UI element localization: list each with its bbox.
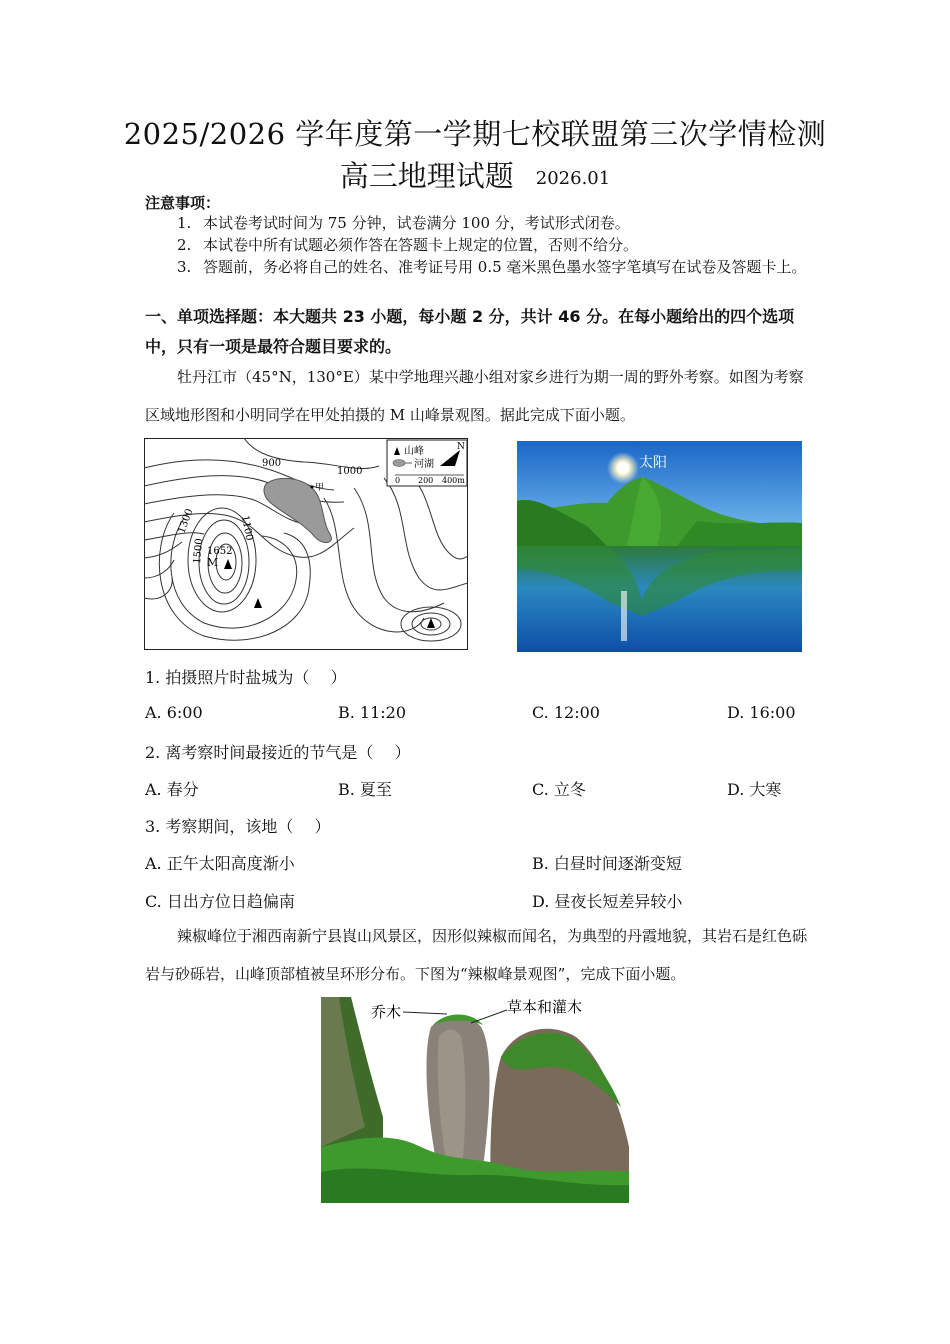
topographic-map bbox=[144, 438, 468, 650]
notice-heading: 注意事项： bbox=[145, 194, 221, 212]
grass-label: 草本和灌木 bbox=[507, 998, 583, 1016]
chili-peak-photo bbox=[321, 997, 629, 1203]
question-3: 3. 考察期间，该地（ ） bbox=[145, 817, 331, 836]
passage-2: 辣椒峰位于湘西南新宁县崀山风景区，因形似辣椒而闻名，为典型的丹霞地貌，其岩石是红色砾岩与砂砾岩，山峰顶部植被呈环形分布。下图为“辣椒峰景观图”，完成下面小题。 bbox=[145, 927, 808, 983]
contour-label: 1000 bbox=[337, 466, 363, 477]
option-a: A. 正午太阳高度渐小 bbox=[145, 854, 295, 873]
peak-m-label: M bbox=[207, 556, 219, 569]
notice-item: 2. 本试卷中所有试题必须作答在答题卡上规定的位置，否则不给分。 bbox=[177, 236, 639, 254]
option-b: B. 白昼时间逐渐变短 bbox=[532, 854, 682, 873]
notice-item: 3. 答题前，务必将自己的姓名、准考证号用 0.5 毫米黑色墨水签字笔填写在试卷及答题卡上。 bbox=[177, 258, 807, 276]
contour-label: 900 bbox=[262, 458, 282, 469]
exam-title: 2025/2026 学年度第一学期七校联盟第三次学情检测 bbox=[123, 117, 827, 151]
subject-title: 高三地理试题 bbox=[339, 159, 514, 193]
point-jia-label: 甲 bbox=[315, 483, 325, 493]
contour-label: 1500 bbox=[192, 537, 206, 565]
option-b: B. 11:20 bbox=[338, 703, 407, 722]
option-c: C. 立冬 bbox=[532, 780, 586, 799]
svg-text:400m: 400m bbox=[442, 476, 465, 485]
option-d: D. 昼夜长短差异较小 bbox=[532, 892, 683, 911]
tree-label: 乔木 bbox=[371, 1003, 402, 1021]
legend-peak: 山峰 bbox=[404, 446, 424, 457]
section-heading: 一、单项选择题：本大题共 23 小题，每小题 2 分，共计 46 分。在每小题给出的四个选项中，只有一项是最符合题目要求的。 bbox=[145, 307, 795, 356]
north-label: N bbox=[457, 442, 465, 452]
option-d: D. 大寒 bbox=[727, 780, 782, 799]
legend-lake: 河湖 bbox=[414, 459, 434, 470]
option-c: C. 日出方位日趋偏南 bbox=[145, 892, 295, 911]
option-d: D. 16:00 bbox=[727, 703, 796, 722]
option-b: B. 夏至 bbox=[338, 780, 392, 799]
exam-date: 2026.01 bbox=[535, 167, 611, 189]
svg-text:0: 0 bbox=[395, 476, 401, 485]
option-a: A. 春分 bbox=[145, 780, 199, 799]
svg-text:200: 200 bbox=[418, 476, 434, 485]
peak-height-label: 1652 bbox=[207, 546, 233, 557]
option-c: C. 12:00 bbox=[532, 703, 600, 722]
question-1: 1. 拍摄照片时盐城为（ ） bbox=[145, 668, 347, 687]
option-a: A. 6:00 bbox=[145, 703, 203, 722]
passage-1: 牡丹江市（45°N，130°E）某中学地理兴趣小组对家乡进行为期一周的野外考察。如图为考察区域地形图和小明同学在甲处拍摄的 M 山峰景观图。据此完成下面小题。 bbox=[145, 368, 804, 424]
mountain-photo bbox=[517, 441, 802, 652]
contour-label: 1100 bbox=[239, 514, 255, 542]
question-2: 2. 离考察时间最接近的节气是（ ） bbox=[145, 743, 411, 762]
sun-label: 太阳 bbox=[639, 455, 667, 471]
notice-item: 1. 本试卷考试时间为 75 分钟，试卷满分 100 分，考试形式闭卷。 bbox=[177, 214, 630, 232]
contour-label: 1300 bbox=[176, 507, 196, 536]
exam-subtitle bbox=[0, 154, 950, 195]
legend-lake-icon bbox=[393, 460, 405, 467]
